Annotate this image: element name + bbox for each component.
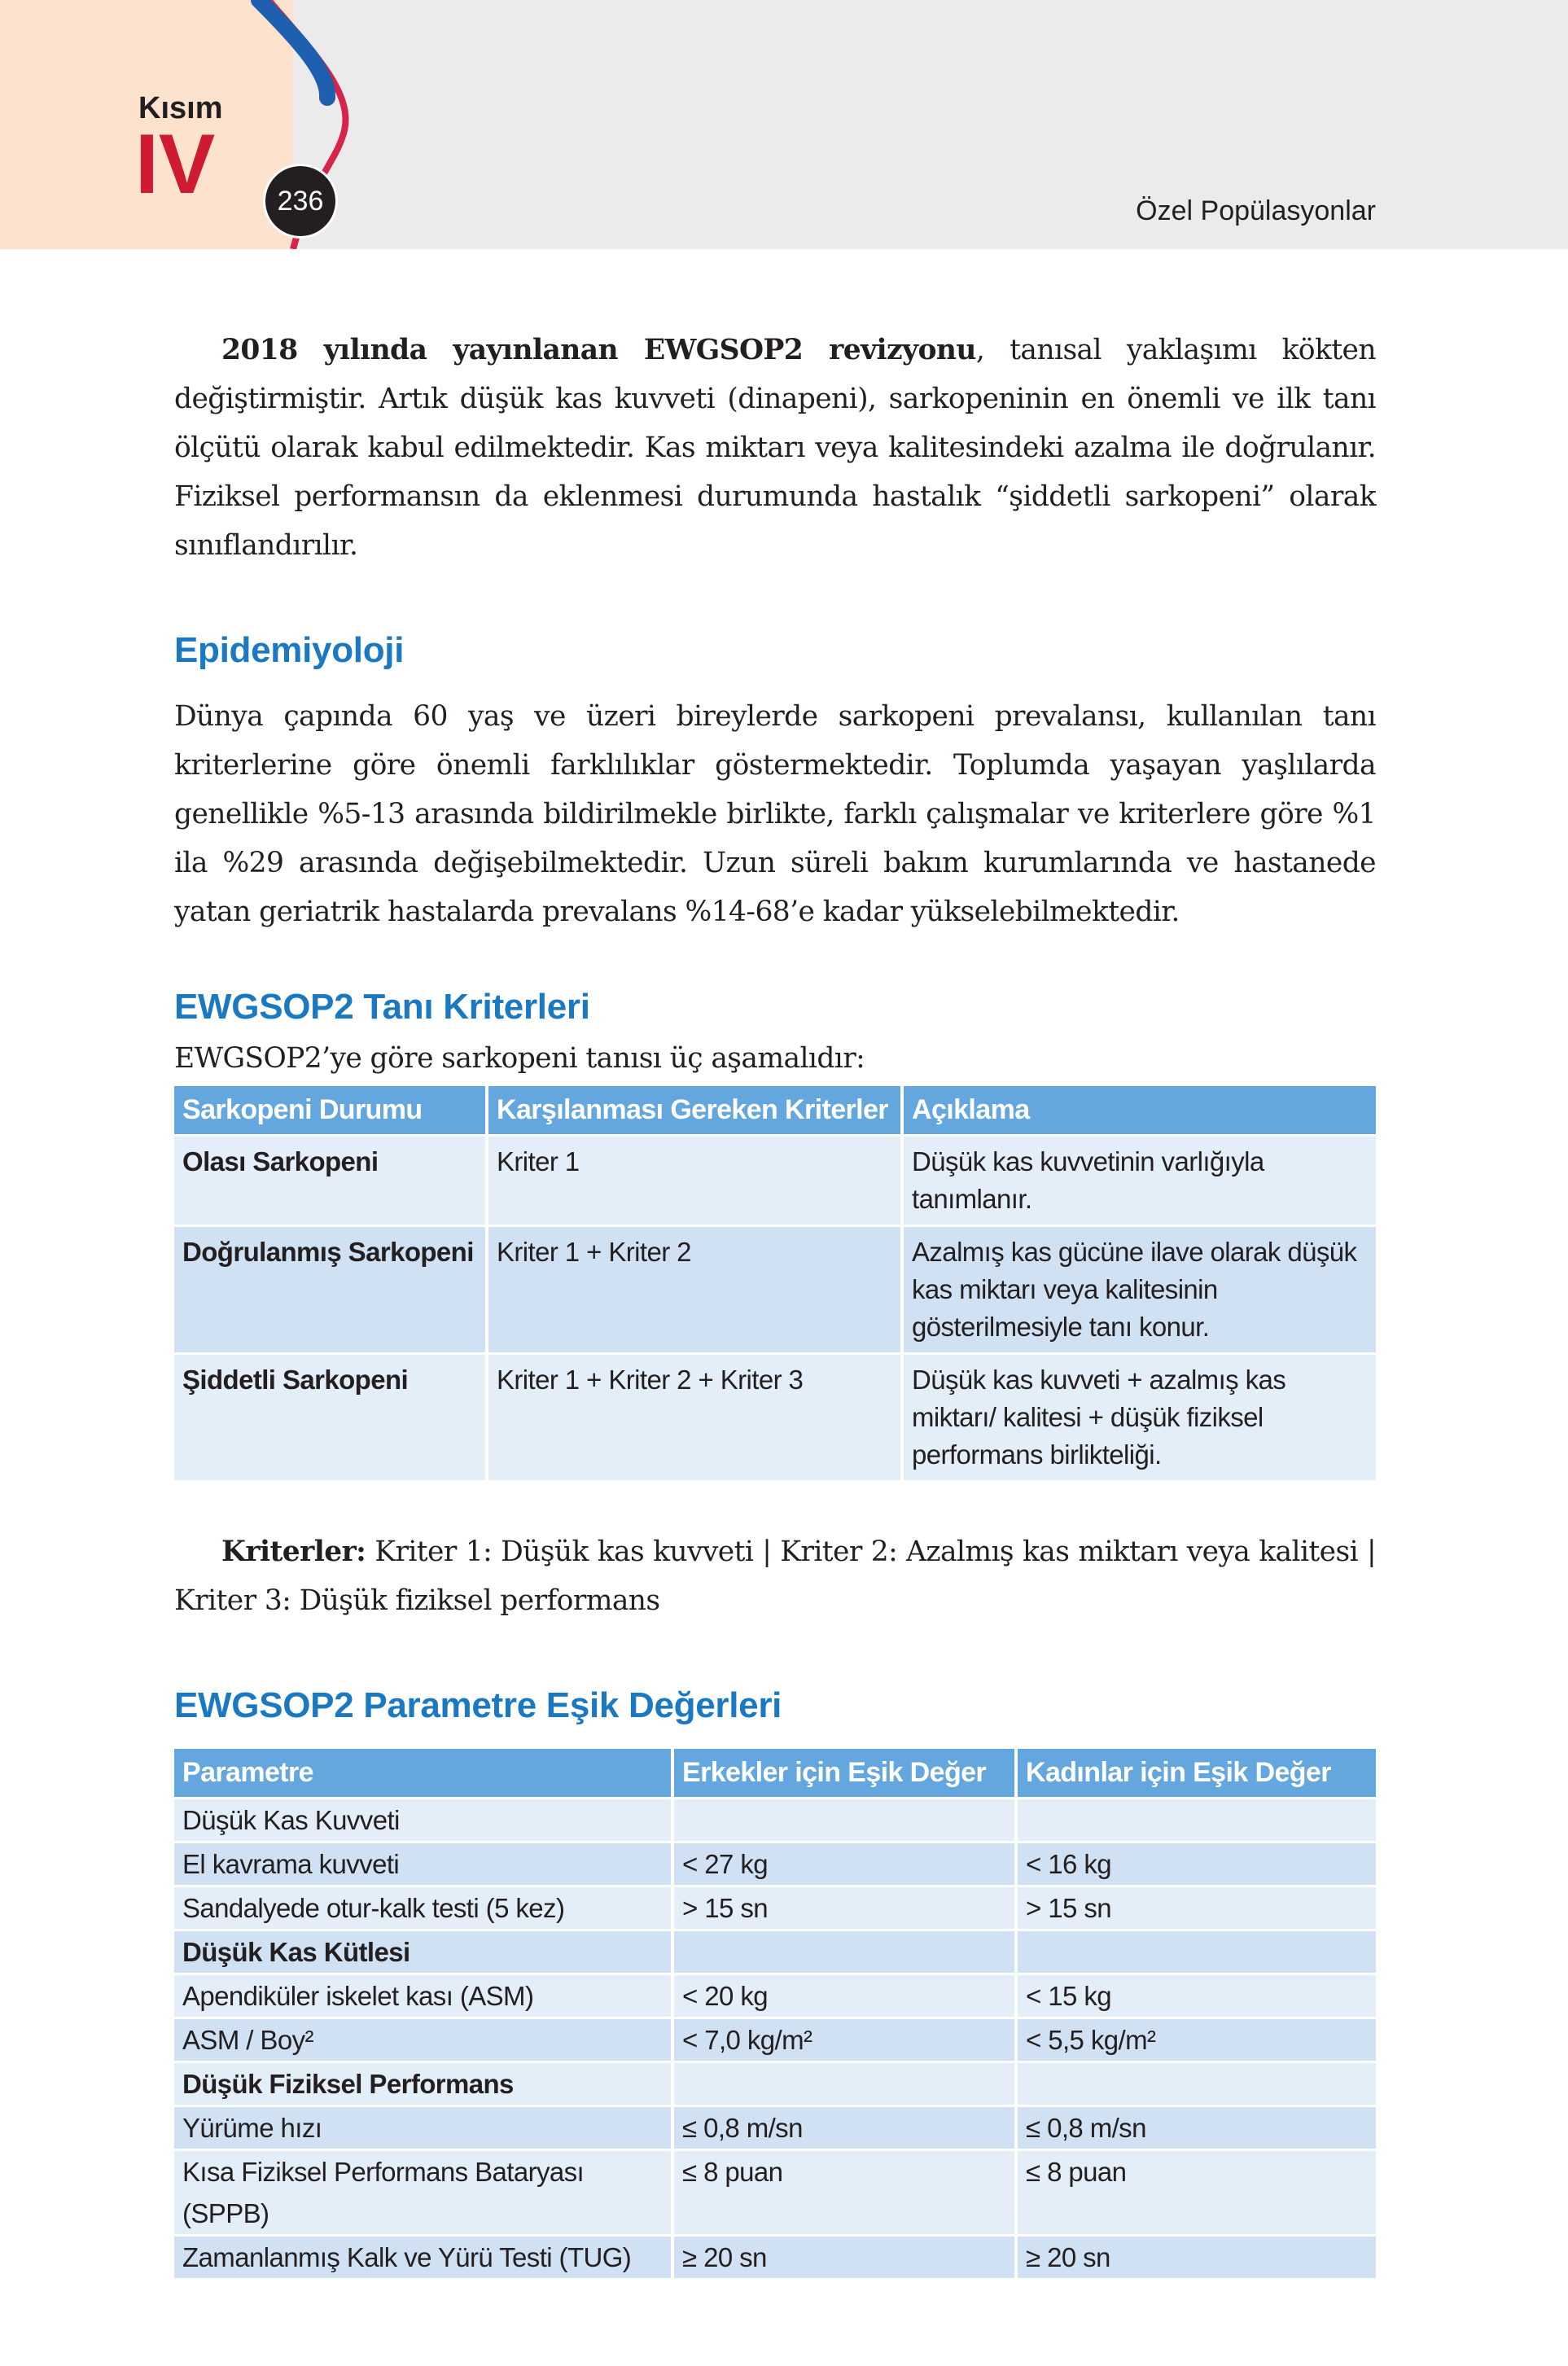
- table-cell: ≤ 0,8 m/sn: [1016, 2106, 1376, 2150]
- column-header: Kadınlar için Eşik Değer: [1016, 1749, 1376, 1799]
- table-cell: Zamanlanmış Kalk ve Yürü Testi (TUG): [174, 2236, 672, 2279]
- table-cell: ≤ 0,8 m/sn: [672, 2106, 1016, 2150]
- table-cell: ≤ 8 puan: [672, 2150, 1016, 2236]
- table-row: [174, 1930, 1376, 1974]
- table-row: [174, 1974, 1376, 2018]
- table-cell: Düşük kas kuvveti + azalmış kas miktarı/ kalitesi + düşük fiziksel performans birlikteliği.: [902, 1354, 1376, 1481]
- table-cell: Düşük Fiziksel Performans: [174, 2062, 672, 2106]
- intro-text: , tanısal yaklaşımı kökten değiştirmiştir. Artık düşük kas kuvveti (dinapeni), sarkopeninin en önemli ve ilk tanı ölçütü olarak kabul edilmektedir. Kas miktarı veya kalitesindeki azalma ile doğrulanır. Fiziksel performansın da eklenmesi durumunda hastalık “şiddetli sarkopeni” olarak sınıflandırılır.: [174, 334, 1376, 562]
- table-cell: > 15 sn: [1016, 1886, 1376, 1930]
- table-row: [174, 1842, 1376, 1886]
- table-cell: Şiddetli Sarkopeni: [174, 1354, 487, 1481]
- table-cell: Sandalyede otur-kalk testi (5 kez): [174, 1886, 672, 1930]
- table-row: [174, 1354, 1376, 1481]
- intro-bold-lead: 2018 yılında yayınlanan EWGSOP2 revizyonu: [221, 334, 976, 366]
- table-cell: Doğrulanmış Sarkopeni: [174, 1226, 487, 1354]
- table-cell: Yürüme hızı: [174, 2106, 672, 2150]
- table-cell: Düşük Kas Kuvveti: [174, 1799, 672, 1842]
- table-cell: ≥ 20 sn: [1016, 2236, 1376, 2279]
- intro-paragraph: [174, 326, 1376, 570]
- page-header: [0, 0, 1568, 249]
- criteria-heading: EWGSOP2 Tanı Kriterleri: [174, 987, 590, 1027]
- table-cell: Olası Sarkopeni: [174, 1136, 487, 1226]
- table-cell: ≤ 8 puan: [1016, 2150, 1376, 2236]
- criteria-note: [174, 1527, 1376, 1625]
- table-cell: < 20 kg: [672, 1974, 1016, 2018]
- criteria-note-text: Kriter 1: Düşük kas kuvveti | Kriter 2: Azalmış kas miktarı veya kalitesi | Kriter 3: Düşük fiziksel performans: [174, 1536, 1376, 1617]
- table-cell: ASM / Boy²: [174, 2018, 672, 2062]
- table-cell: [1016, 2062, 1376, 2106]
- table-cell: Kriter 1: [487, 1136, 902, 1226]
- table-cell: Kriter 1 + Kriter 2: [487, 1226, 902, 1354]
- table-row: [174, 2062, 1376, 2106]
- page-number: 236: [265, 166, 335, 236]
- table-cell: [1016, 1930, 1376, 1974]
- main-content: [174, 326, 1376, 2278]
- column-header: Parametre: [174, 1749, 672, 1799]
- table-cell: < 7,0 kg/m²: [672, 2018, 1016, 2062]
- table-row: [174, 1886, 1376, 1930]
- table-cell: Apendiküler iskelet kası (ASM): [174, 1974, 672, 2018]
- table-row: [174, 2018, 1376, 2062]
- column-header: Erkekler için Eşik Değer: [672, 1749, 1016, 1799]
- table-cell: [1016, 1799, 1376, 1842]
- epidemiology-heading: Epidemiyoloji: [174, 630, 405, 670]
- table-cell: El kavrama kuvveti: [174, 1842, 672, 1886]
- part-label: Kısım: [138, 91, 223, 125]
- table-cell: Azalmış kas gücüne ilave olarak düşük kas miktarı veya kalitesinin gösterilmesiyle tanı konur.: [902, 1226, 1376, 1354]
- table-header-row: [174, 1086, 1376, 1136]
- table-row: [174, 1136, 1376, 1226]
- table-cell: < 16 kg: [1016, 1842, 1376, 1886]
- thresholds-heading: EWGSOP2 Parametre Eşik Değerleri: [174, 1685, 782, 1725]
- table-cell: < 5,5 kg/m²: [1016, 2018, 1376, 2062]
- table-row: [174, 1226, 1376, 1354]
- table-row: [174, 2236, 1376, 2279]
- running-head: Özel Popülasyonlar: [1136, 195, 1376, 226]
- table-cell: Düşük Kas Kütlesi: [174, 1930, 672, 1974]
- epidemiology-paragraph: Dünya çapında 60 yaş ve üzeri bireylerde sarkopeni prevalansı, kullanılan tanı kriterlerine göre önemli farklılıklar göstermektedir. Toplumda yaşayan yaşlılarda genellikle %5-13 arasında bildirilmekle birlikte, farklı çalışmalar ve kriterlere göre %1 ila %29 arasında değişebilmektedir. Uzun süreli bakım kurumlarında ve hastanede yatan geriatrik hastalarda prevalans %14-68’e kadar yükselebilmektedir.: [174, 700, 1376, 928]
- table-cell: < 15 kg: [1016, 1974, 1376, 2018]
- table-cell: [672, 1930, 1016, 1974]
- table-cell: > 15 sn: [672, 1886, 1016, 1930]
- table-cell: [672, 2062, 1016, 2106]
- thresholds-table: [174, 1749, 1376, 2278]
- table-cell: ≥ 20 sn: [672, 2236, 1016, 2279]
- column-header: Açıklama: [902, 1086, 1376, 1136]
- table-header-row: [174, 1749, 1376, 1799]
- table-cell: Kriter 1 + Kriter 2 + Kriter 3: [487, 1354, 902, 1481]
- column-header: Karşılanması Gereken Kriterler: [487, 1086, 902, 1136]
- criteria-note-label: Kriterler:: [221, 1536, 366, 1568]
- criteria-intro: EWGSOP2’ye göre sarkopeni tanısı üç aşamalıdır:: [174, 1042, 865, 1075]
- table-row: [174, 2106, 1376, 2150]
- table-row: [174, 1799, 1376, 1842]
- table-cell: [672, 1799, 1016, 1842]
- table-cell: Düşük kas kuvvetinin varlığıyla tanımlanır.: [902, 1136, 1376, 1226]
- table-cell: Kısa Fiziksel Performans Bataryası (SPPB): [174, 2150, 672, 2236]
- table-cell: < 27 kg: [672, 1842, 1016, 1886]
- part-number: IV: [135, 117, 216, 212]
- table-row: [174, 2150, 1376, 2236]
- column-header: Sarkopeni Durumu: [174, 1086, 487, 1136]
- criteria-table: [174, 1086, 1376, 1480]
